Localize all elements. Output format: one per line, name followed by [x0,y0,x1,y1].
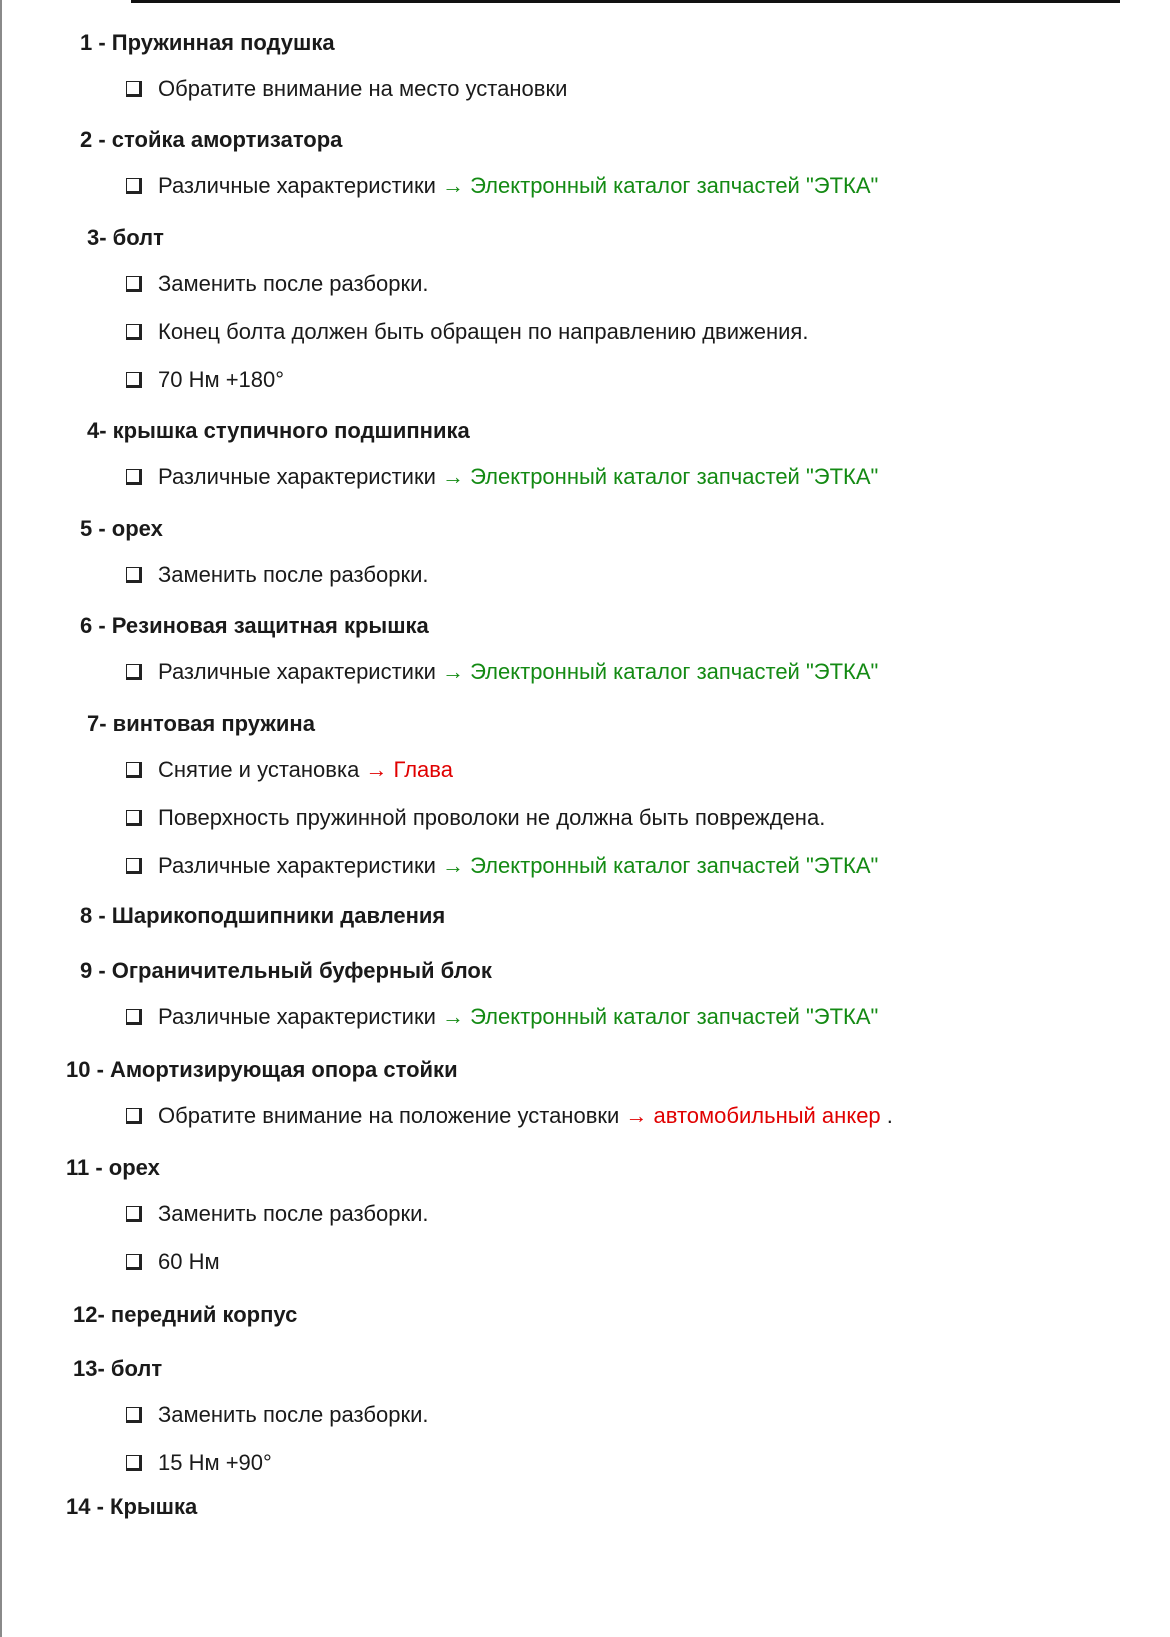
note-text: Заменить после разборки. [158,271,429,296]
checkbox-bullet-icon [126,324,142,340]
part-heading: 9 - Ограничительный буферный блок [80,958,492,983]
part-note [126,1402,428,1428]
note-text: Конец болта должен быть обращен по направлению движения. [158,319,809,344]
chapter-link[interactable]: → автомобильный анкер [625,1103,881,1128]
checkbox-bullet-icon [126,1206,142,1222]
part-note [126,271,428,297]
part-heading: 14 - Крышка [66,1494,198,1519]
part-note [126,1201,428,1227]
note-text: Различные характеристики [158,464,442,489]
top-frame-box [131,0,1120,3]
part-heading: 4- крышка ступичного подшипника [87,418,470,443]
etka-catalog-link[interactable]: → Электронный каталог запчастей "ЭТКА" [441,173,879,198]
part-note [126,659,878,685]
part-note [126,805,825,831]
note-text: Снятие и установка [158,757,366,782]
part-note [126,1103,893,1129]
checkbox-bullet-icon [126,1254,142,1270]
checkbox-bullet-icon [126,858,142,874]
part-note [126,319,808,345]
note-text: Различные характеристики [158,659,442,684]
part-note [126,1249,220,1275]
etka-catalog-link[interactable]: → Электронный каталог запчастей "ЭТКА" [441,659,879,684]
note-text: Различные характеристики [158,1004,442,1029]
part-note [126,1004,878,1030]
part-heading: 5 - орех [80,516,163,541]
part-heading: 2 - стойка амортизатора [80,127,343,152]
note-text: Различные характеристики [158,173,442,198]
trailing-punctuation: . [880,1103,893,1128]
checkbox-bullet-icon [126,567,142,583]
part-heading: 12- передний корпус [73,1302,298,1327]
checkbox-bullet-icon [126,276,142,292]
chapter-link[interactable]: → Глава [365,757,453,782]
note-text: 15 Нм +90° [158,1450,272,1475]
note-text: Обратите внимание на место установки [158,76,568,101]
part-heading: 7- винтовая пружина [87,711,315,736]
checkbox-bullet-icon [126,664,142,680]
note-text: Заменить после разборки. [158,562,429,587]
part-heading: 6 - Резиновая защитная крышка [80,613,429,638]
left-border-line [0,0,2,1637]
part-note [126,367,284,393]
part-note [126,757,453,783]
part-heading: 8 - Шарикоподшипники давления [80,903,446,928]
part-note [126,464,878,490]
etka-catalog-link[interactable]: → Электронный каталог запчастей "ЭТКА" [441,853,879,878]
part-heading: 1 - Пружинная подушка [80,30,335,55]
checkbox-bullet-icon [126,372,142,388]
part-note [126,562,428,588]
part-note [126,76,567,102]
part-note [126,173,878,199]
part-note [126,853,878,879]
checkbox-bullet-icon [126,469,142,485]
note-text: 60 Нм [158,1249,220,1274]
note-text: Заменить после разборки. [158,1201,429,1226]
part-heading: 13- болт [73,1356,163,1381]
checkbox-bullet-icon [126,178,142,194]
checkbox-bullet-icon [126,810,142,826]
checkbox-bullet-icon [126,1108,142,1124]
part-heading: 10 - Амортизирующая опора стойки [66,1057,458,1082]
etka-catalog-link[interactable]: → Электронный каталог запчастей "ЭТКА" [441,464,879,489]
etka-catalog-link[interactable]: → Электронный каталог запчастей "ЭТКА" [441,1004,879,1029]
checkbox-bullet-icon [126,81,142,97]
note-text: 70 Нм +180° [158,367,285,392]
checkbox-bullet-icon [126,1407,142,1423]
note-text: Поверхность пружинной проволоки не должна быть повреждена. [158,805,826,830]
note-text: Заменить после разборки. [158,1402,429,1427]
checkbox-bullet-icon [126,762,142,778]
checkbox-bullet-icon [126,1009,142,1025]
part-heading: 3- болт [87,225,164,250]
note-text: Различные характеристики [158,853,442,878]
checkbox-bullet-icon [126,1455,142,1471]
part-heading: 11 - орех [66,1155,160,1180]
note-text: Обратите внимание на положение установки [158,1103,626,1128]
part-note [126,1450,272,1476]
